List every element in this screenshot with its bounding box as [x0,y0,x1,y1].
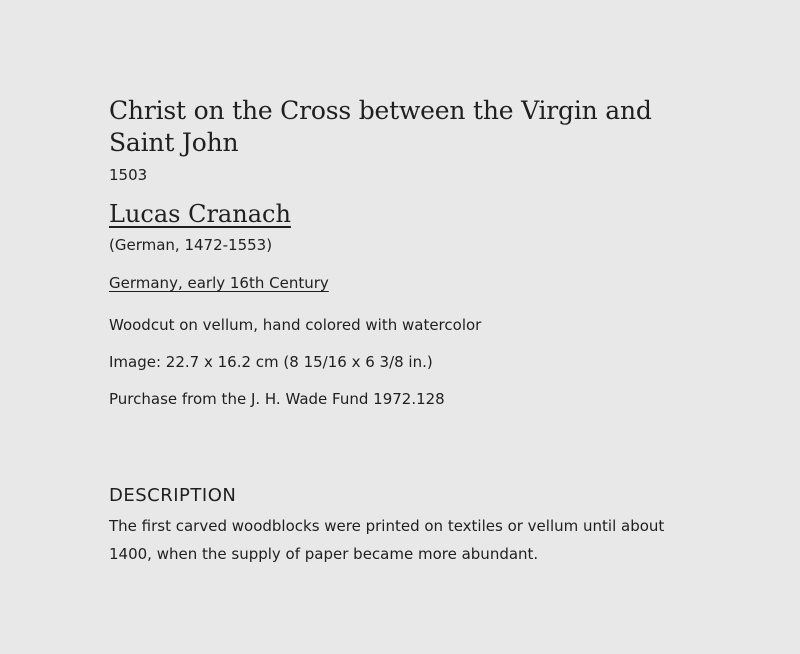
artwork-credit-line: Purchase from the J. H. Wade Fund 1972.128 [109,390,445,408]
artwork-measurements: Image: 22.7 x 16.2 cm (8 15/16 x 6 3/8 in.) [109,353,433,371]
artwork-date: 1503 [109,166,148,184]
culture-link[interactable]: Germany, early 16th Century [109,274,329,292]
artist-bio: (German, 1472-1553) [109,236,273,254]
description-heading: DESCRIPTION [109,485,237,506]
artwork-medium: Woodcut on vellum, hand colored with watercolor [109,316,482,334]
artist-link[interactable]: Lucas Cranach [109,200,291,228]
artwork-details [109,95,719,568]
description-text: The first carved woodblocks were printed on textiles or vellum until about 1400, when the supply of paper became more abundant. [109,517,665,563]
artwork-title: Christ on the Cross between the Virgin and Saint John [109,96,652,157]
